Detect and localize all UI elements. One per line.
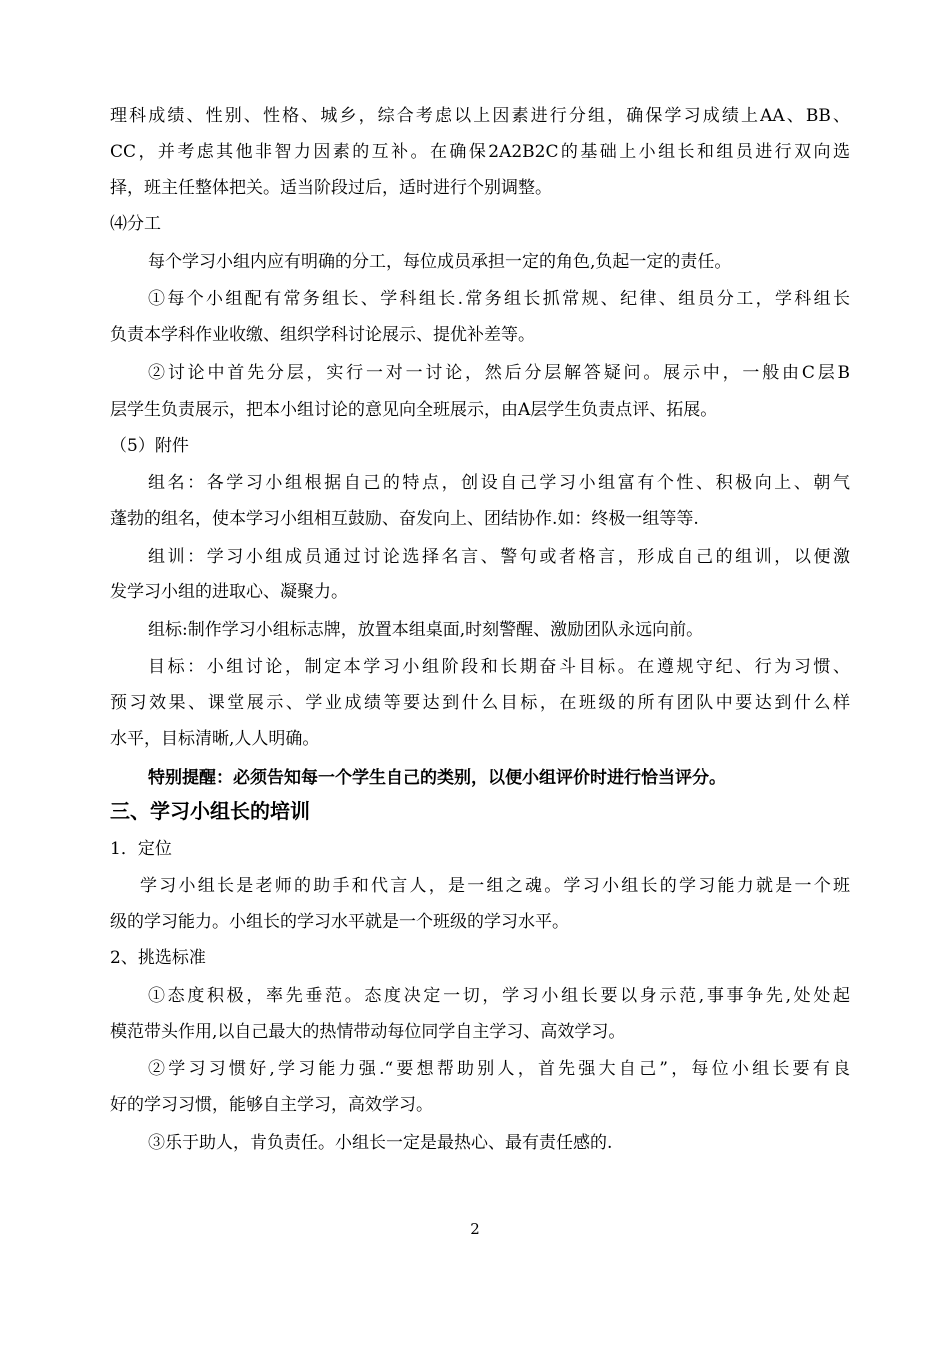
body-text-line: 好的学习习惯，能够自主学习，高效学习。 — [110, 1095, 433, 1115]
body-text-line: 理科成绩、性别、性格、城乡，综合考虑以上因素进行分组，确保学习成绩上AA、BB、 — [110, 106, 850, 126]
body-text-line: ①态度积极，率先垂范。态度决定一切，学习小组长要以身示范,事事争先,处处起 — [148, 986, 850, 1006]
body-text-line: ②学习习惯好,学习能力强.“要想帮助别人，首先强大自己”，每位小组长要有良 — [148, 1059, 850, 1079]
page-number: 2 — [470, 1220, 480, 1238]
body-text-line: 模范带头作用,以自己最大的热情带动每位同学自主学习、高效学习。 — [110, 1022, 626, 1042]
body-text-line: 级的学习能力。小组长的学习水平就是一个班级的学习水平。 — [110, 912, 569, 932]
section-subheading: ⑷分工 — [110, 214, 161, 234]
body-text-line: 发学习小组的进取心、凝聚力。 — [110, 582, 348, 602]
body-text-line: 择，班主任整体把关。适当阶段过后，适时进行个别调整。 — [110, 178, 552, 198]
body-text-line: 学习小组长是老师的助手和代言人，是一组之魂。学习小组长的学习能力就是一个班 — [140, 876, 850, 896]
section-subheading: （5）附件 — [110, 436, 189, 456]
body-text-line: 组训：学习小组成员通过讨论选择名言、警句或者格言，形成自己的组训，以便激 — [148, 547, 850, 567]
body-text-line: CC，并考虑其他非智力因素的互补。在确保2A2B2C的基础上小组长和组员进行双向选 — [110, 142, 850, 162]
body-text-line: ②讨论中首先分层，实行一对一讨论，然后分层解答疑问。展示中，一般由C层B — [148, 363, 850, 383]
body-text-line: 目标：小组讨论，制定本学习小组阶段和长期奋斗目标。在遵规守纪、行为习惯、 — [148, 657, 850, 677]
body-text-line: 层学生负责展示，把本小组讨论的意见向全班展示，由A层学生负责点评、拓展。 — [110, 400, 718, 420]
body-text-line: 负责本学科作业收缴、组织学科讨论展示、提优补差等。 — [110, 325, 535, 345]
body-text-line: ①每个小组配有常务组长、学科组长.常务组长抓常规、纪律、组员分工，学科组长 — [148, 289, 850, 309]
special-reminder: 特别提醒：必须告知每一个学生自己的类别，以便小组评价时进行恰当评分。 — [148, 768, 726, 788]
body-text-line: 组标:制作学习小组标志牌，放置本组桌面,时刻警醒、激励团队永远向前。 — [148, 620, 704, 640]
section-heading: 三、学习小组长的培训 — [110, 799, 310, 823]
body-text-line: ③乐于助人，肯负责任。小组长一定是最热心、最有责任感的. — [148, 1133, 613, 1153]
section-subheading: 2、挑选标准 — [110, 948, 206, 968]
body-text-line: 蓬勃的组名，使本学习小组相互鼓励、奋发向上、团结协作.如：终极一组等等. — [110, 509, 699, 529]
body-text-line: 预习效果、课堂展示、学业成绩等要达到什么目标，在班级的所有团队中要达到什么样 — [110, 693, 850, 713]
section-subheading: 1．定位 — [110, 839, 172, 859]
body-text-line: 组名：各学习小组根据自己的特点，创设自己学习小组富有个性、积极向上、朝气 — [148, 473, 850, 493]
body-text-line: 水平，目标清晰,人人明确。 — [110, 729, 320, 749]
body-text-line: 每个学习小组内应有明确的分工，每位成员承担一定的角色,负起一定的责任。 — [148, 252, 732, 272]
